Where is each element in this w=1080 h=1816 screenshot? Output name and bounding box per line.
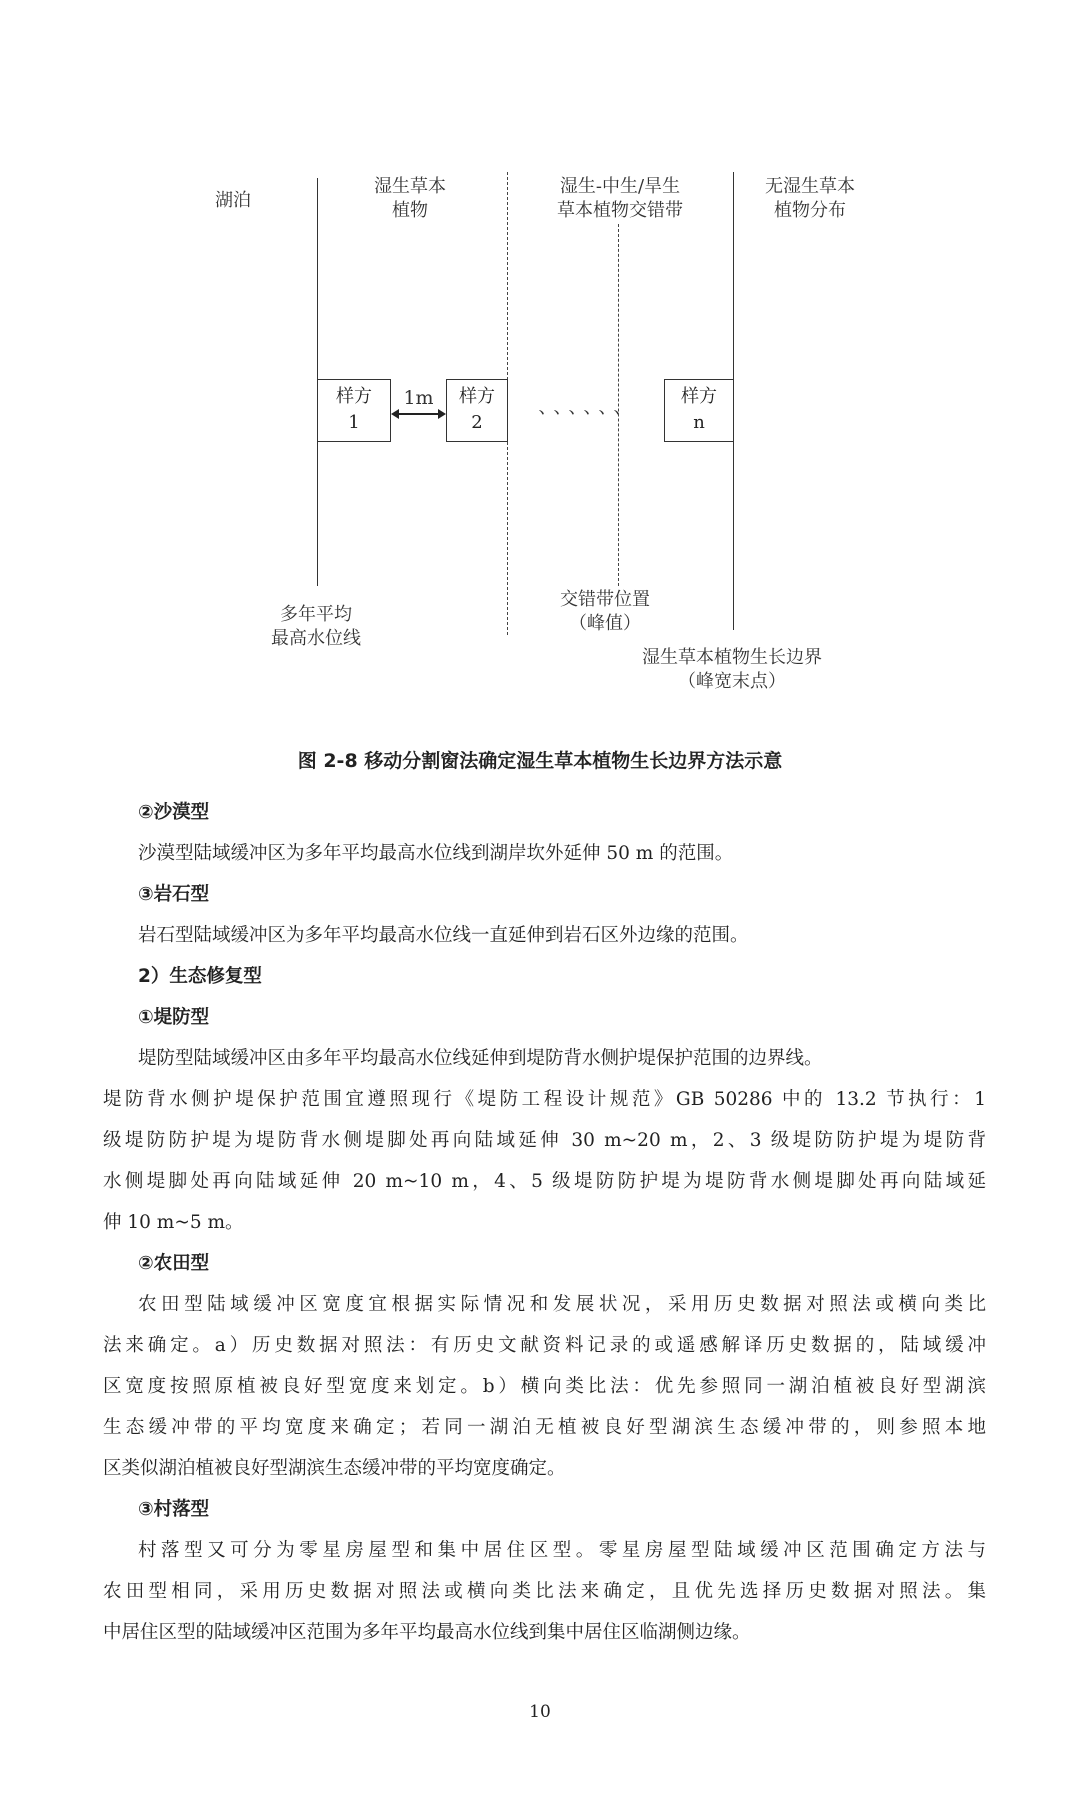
figure-caption: 图 2-8 移动分割窗法确定湿生草本植物生长边界方法示意	[297, 750, 783, 772]
subheading: ①堤防型	[138, 1007, 210, 1028]
zone-label-no-wet-herb	[750, 175, 870, 223]
quadrat-label: 样方	[681, 386, 717, 407]
quadrat-number: 2	[471, 412, 483, 433]
label-line: （峰值）	[569, 613, 641, 634]
label-line: 交错带位置	[560, 589, 650, 610]
paragraph-line: 法来确定。a）历史数据对照法：有历史文献资料记录的或遥感解译历史数据的，陆域缓冲	[103, 1335, 986, 1356]
peak-label	[540, 588, 670, 636]
label-line: （峰宽末点）	[678, 671, 786, 692]
zone-label-line: 湿生草本	[374, 176, 446, 197]
body-text	[103, 792, 986, 1653]
label-line: 湿生草本植物生长边界	[642, 647, 822, 668]
quadrat-label: 样方	[336, 386, 372, 407]
quadrat-2	[446, 379, 508, 442]
paragraph-line: 级堤防防护堤为堤防背水侧堤脚处再向陆域延伸 30 m~20 m，2、3 级堤防防护堤为堤防背	[103, 1130, 986, 1151]
paragraph-line: 农田型陆域缓冲区宽度宜根据实际情况和发展状况，采用历史数据对照法或横向类比	[138, 1294, 986, 1315]
paragraph-line: 堤防背水侧护堤保护范围宜遵照现行《堤防工程设计规范》GB 50286 中的 13.2 节执行：1	[103, 1089, 986, 1110]
subheading: ②农田型	[138, 1253, 210, 1274]
zone-label-line: 植物分布	[774, 200, 846, 221]
label-line: 最高水位线	[271, 628, 361, 649]
paragraph-line: 区类似湖泊植被良好型湖滨生态缓冲带的平均宽度确定。	[103, 1458, 566, 1479]
subheading: ③村落型	[138, 1499, 210, 1520]
section-heading: 2）生态修复型	[138, 966, 262, 987]
paragraph-line: 区宽度按照原植被良好型宽度来划定。b）横向类比法：优先参照同一湖泊植被良好型湖滨	[103, 1376, 986, 1397]
zone-label-line: 湿生-中生/旱生	[559, 176, 681, 197]
paragraph-line: 村落型又可分为零星房屋型和集中居住区型。零星房屋型陆域缓冲区范围确定方法与	[138, 1540, 986, 1561]
growth-boundary-label	[622, 646, 842, 694]
quadrat-number: 1	[348, 412, 360, 433]
paragraph-line: 沙漠型陆域缓冲区为多年平均最高水位线到湖岸坎外延伸 50 m 的范围。	[138, 843, 734, 864]
high-water-label	[256, 603, 376, 651]
spacing-label: 1m	[403, 387, 434, 409]
zone-label-line: 无湿生草本	[765, 176, 855, 197]
paragraph-line: 堤防型陆域缓冲区由多年平均最高水位线延伸到堤防背水侧护堤保护范围的边界线。	[138, 1048, 823, 1069]
ellipsis-marks: 、、、、、、	[538, 397, 638, 418]
quadrat-1	[317, 379, 391, 442]
page-number: 10	[529, 1702, 551, 1722]
paragraph-line: 水侧堤脚处再向陆域延伸 20 m~10 m，4、5 级堤防防护堤为堤防背水侧堤脚处再向陆域延	[103, 1171, 986, 1192]
double-arrow-icon	[391, 408, 446, 420]
zone-label-line: 草本植物交错带	[557, 200, 683, 221]
paragraph-line: 伸 10 m~5 m。	[103, 1212, 244, 1233]
zone-label-lake: 湖泊	[215, 190, 251, 211]
label-line: 多年平均	[280, 604, 352, 625]
quadrat-n	[664, 379, 734, 442]
paragraph-line: 农田型相同，采用历史数据对照法或横向类比法来确定，且优先选择历史数据对照法。集	[103, 1581, 986, 1602]
paragraph-line: 岩石型陆域缓冲区为多年平均最高水位线一直延伸到岩石区外边缘的范围。	[138, 925, 749, 946]
subheading: ②沙漠型	[138, 802, 210, 823]
zone-label-line: 植物	[392, 200, 428, 221]
zone-label-ecotone	[530, 175, 710, 223]
paragraph-line: 生态缓冲带的平均宽度来确定；若同一湖泊无植被良好型湖滨生态缓冲带的，则参照本地	[103, 1417, 986, 1438]
quadrat-label: 样方	[459, 386, 495, 407]
paragraph-line: 中居住区型的陆域缓冲区范围为多年平均最高水位线到集中居住区临湖侧边缘。	[103, 1622, 751, 1643]
zone-label-wet-herb	[350, 175, 470, 223]
quadrat-number: n	[693, 412, 705, 433]
subheading: ③岩石型	[138, 884, 210, 905]
